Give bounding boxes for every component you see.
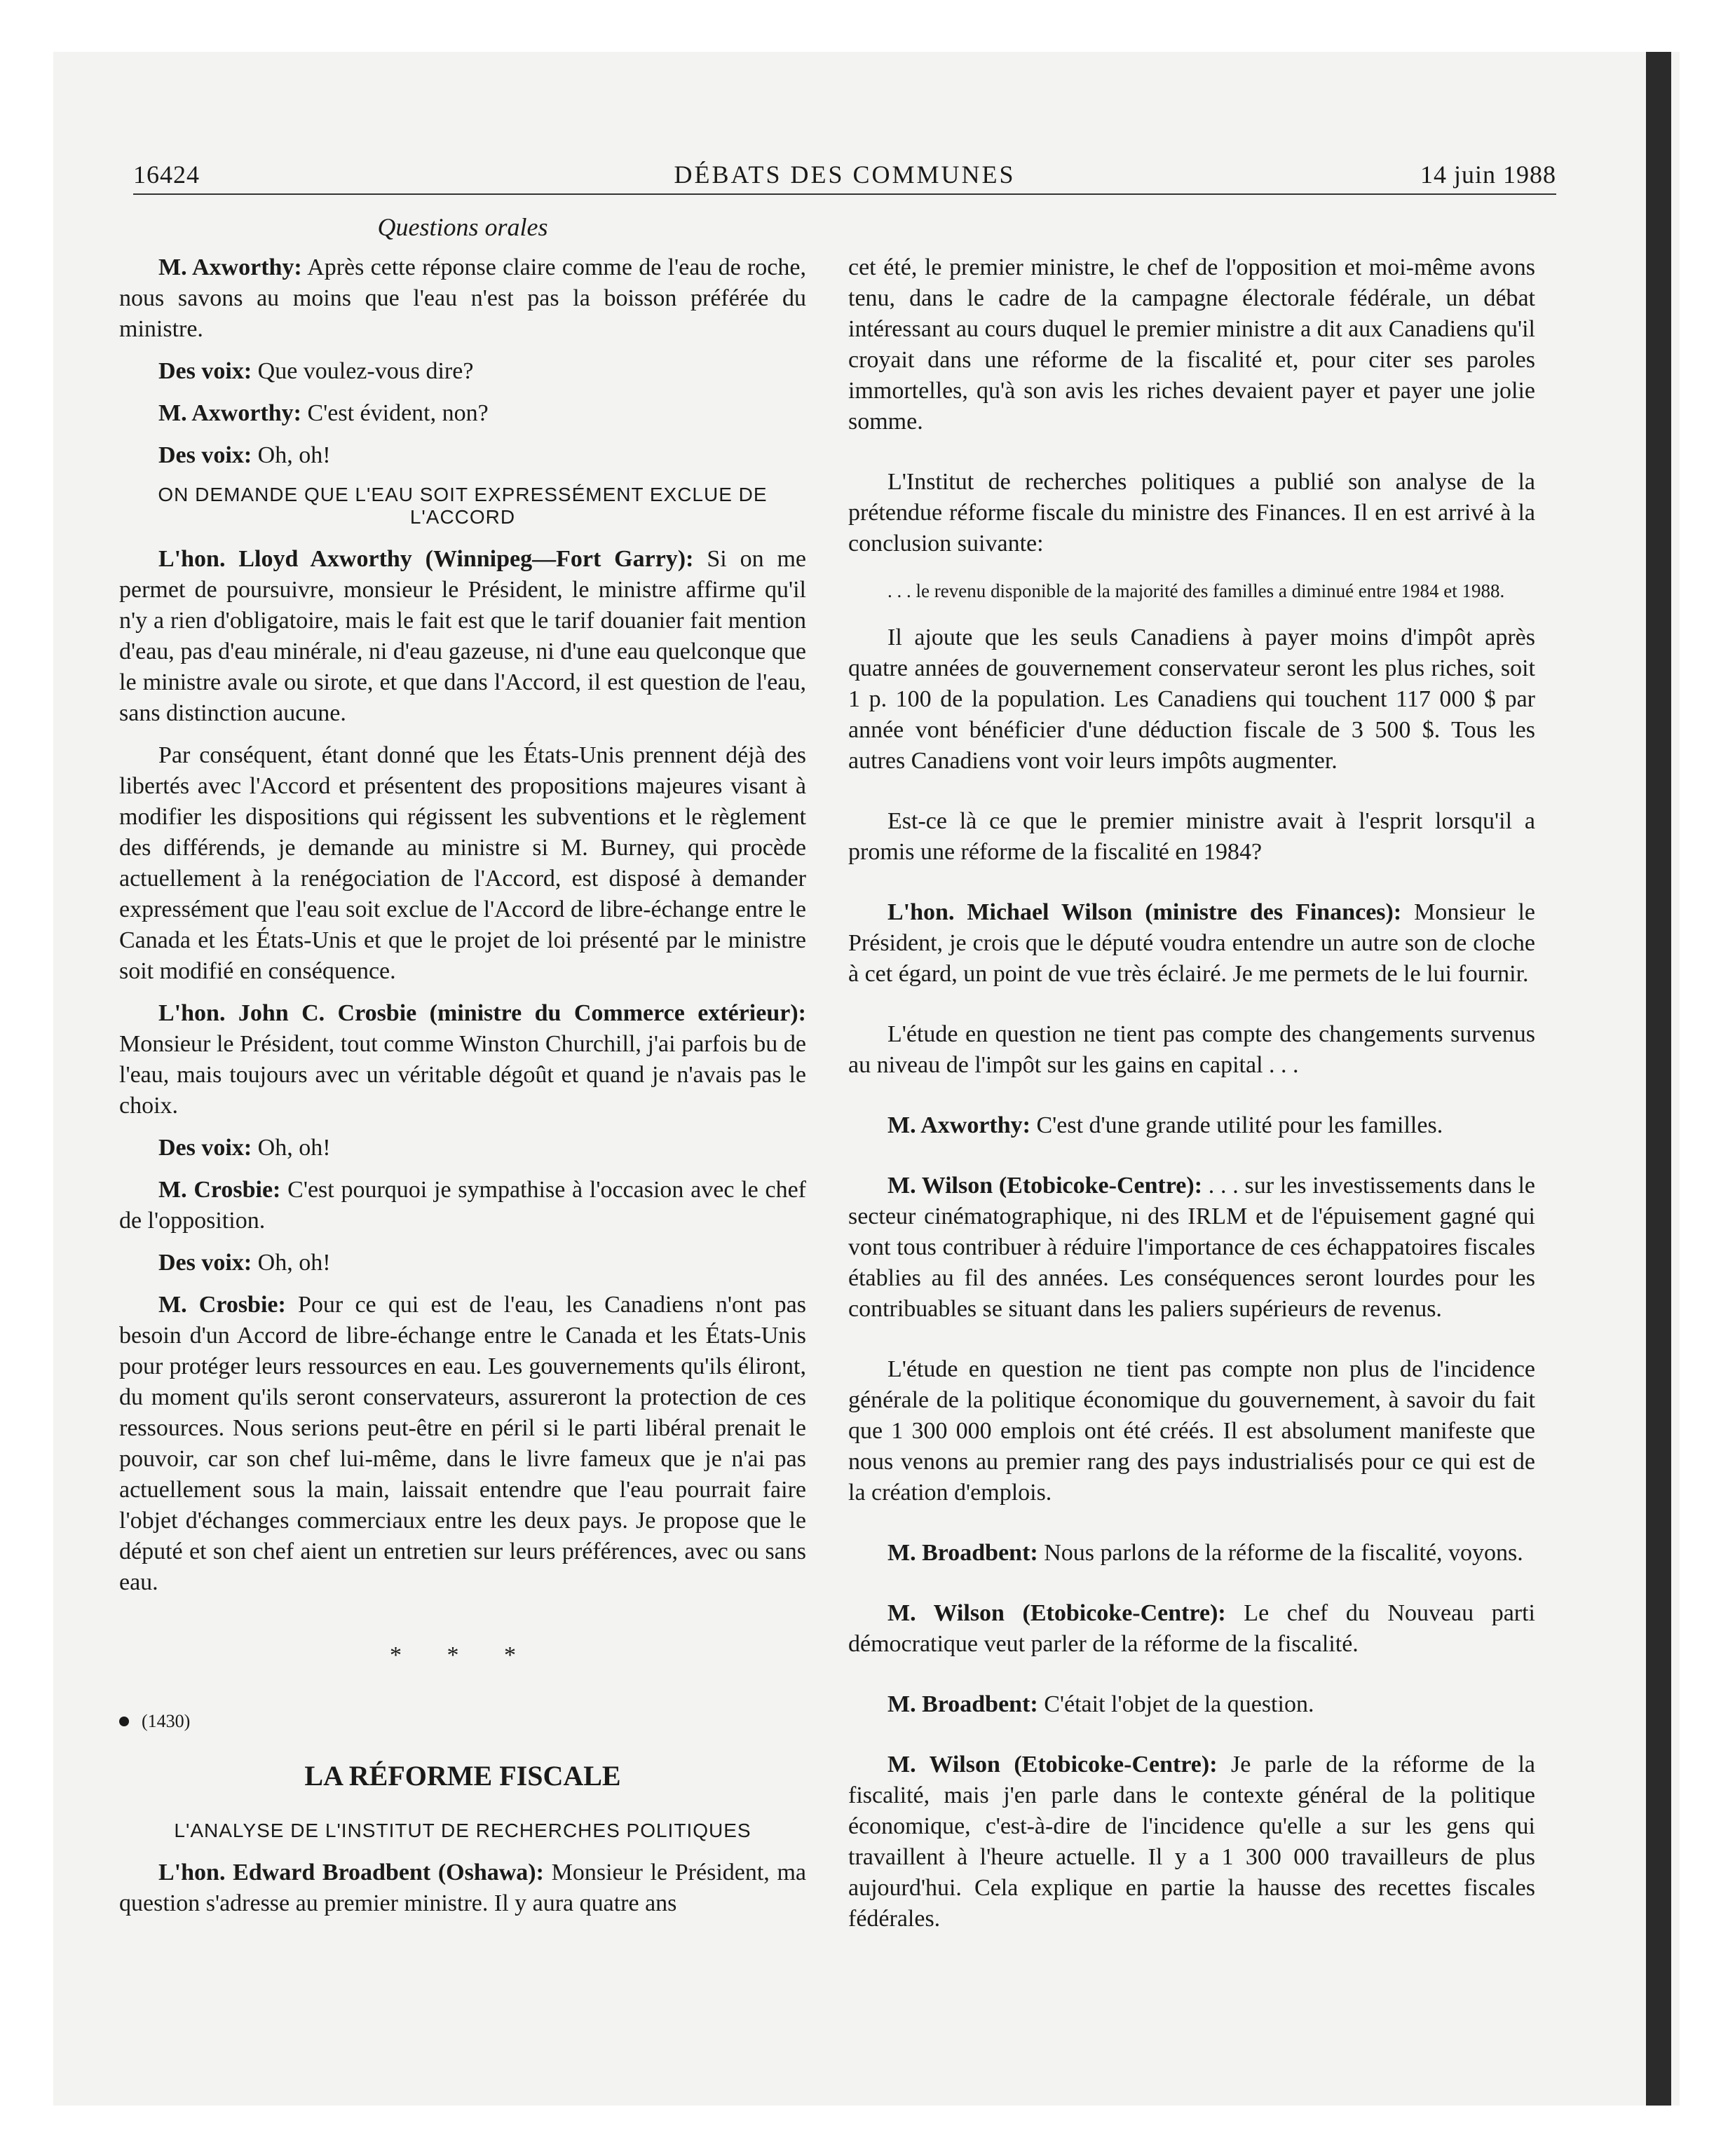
speech-text: Oh, oh! — [252, 1250, 331, 1276]
speech-text: Oh, oh! — [252, 1135, 331, 1161]
speaker-name: Des voix: — [158, 358, 252, 384]
paragraph — [848, 467, 1535, 559]
topic-title: LA RÉFORME FISCALE — [304, 1760, 621, 1792]
speaker-name: Des voix: — [158, 442, 252, 468]
speech-text: Après cette réponse claire comme de l'eau de roche, nous savons au moins que l'eau n'est pas la boisson préférée du ministre. — [119, 254, 806, 342]
paragraph — [119, 1248, 806, 1278]
speaker-name: L'hon. John C. Crosbie (ministre du Commerce extérieur): — [158, 1000, 806, 1026]
speaker-name: M. Wilson (Etobicoke-Centre): — [887, 1173, 1203, 1199]
speaker-name: Des voix: — [158, 1135, 252, 1161]
speech-text: Pour ce qui est de l'eau, les Canadiens n'ont pas besoin d'un Accord de libre-échange entre le Canada et les États-Unis pour protéger leurs ressources en eau. Les gouvernements qu'ils éliront, du moment qu'ils seront conservateurs, assureront la protection de ces ressources. Nous serions peut-être en péril si le parti libéral prenait le pouvoir, car son chef lui-même, dans le livre fameux que je n'ai pas actuellement sous la main, laissait entendre que l'eau pourrait faire l'objet d'échanges commerciaux entre les deux pays. Je propose que le député et son chef aient un entretien sur leurs préférences, avec ou sans eau. — [119, 1292, 807, 1595]
paragraph — [848, 1598, 1535, 1660]
speaker-name: M. Axworthy: — [887, 1112, 1030, 1138]
timestamp-text: (1430) — [142, 1711, 191, 1731]
paragraph — [848, 1354, 1535, 1508]
paragraph — [119, 1857, 806, 1919]
speech-text: Le chef du Nouveau parti démocratique veut parler de la réforme de la fiscalité. — [848, 1600, 1536, 1657]
speech-text: C'est d'une grande utilité pour les familles. — [1030, 1112, 1443, 1138]
binding-edge — [1646, 52, 1671, 2106]
speech-text: C'est pourquoi je sympathise à l'occasion avec le chef de l'opposition. — [119, 1177, 806, 1234]
page-number: 16424 — [133, 161, 200, 189]
publication-title: DÉBATS DES COMMUNES — [674, 161, 1016, 189]
paragraph — [848, 252, 1535, 437]
header-rule — [133, 193, 1556, 195]
speech-text: Oh, oh! — [252, 442, 331, 468]
speech-text: Par conséquent, étant donné que les États-Unis prennent déjà des libertés avec l'Accord et présentent des propositions majeures visant à modifier les dispositions qui régissent les subventions et le règlement des différends, je demande au ministre si M. Burney, qui procède actuellement à la renégociation de l'Accord, est disposé à demander expressément que l'eau soit exclue de l'Accord de libre-échange entre le Canada et les États-Unis et que le projet de loi présenté par le ministre soit modifié en conséquence. — [119, 742, 806, 984]
speaker-name: L'hon. Lloyd Axworthy (Winnipeg—Fort Garry): — [158, 546, 694, 572]
paragraph — [119, 356, 806, 387]
speech-text: cet été, le premier ministre, le chef de l'opposition et moi-même avons tenu, dans le cadre de la campagne électorale fédérale, un débat intéressant au cours duquel le premier ministre a dit aux Canadiens qu'il croyait dans une réforme de la fiscalité et, pour citer ses paroles immortelles, qu'à son avis les riches devaient payer et payer une jolie somme. — [848, 254, 1535, 435]
speech-text: L'étude en question ne tient pas compte non plus de l'incidence générale de la politique économique du gouvernement, à savoir du fait que 1 300 000 emplois ont été créés. Il est absolument manifeste que nous venons au premier rang des pays industrialisés pour ce qui est de la création d'emplois. — [848, 1356, 1535, 1506]
paragraph — [848, 1110, 1535, 1141]
paragraph — [848, 622, 1535, 777]
paragraph — [848, 1019, 1535, 1081]
speaker-name: M. Crosbie: — [158, 1292, 286, 1318]
speaker-name: M. Crosbie: — [158, 1177, 281, 1203]
block-quote: . . . le revenu disponible de la majorité des familles a diminué entre 1984 et 1988. — [887, 580, 1505, 601]
speaker-name: M. Broadbent: — [887, 1540, 1038, 1566]
paragraph — [119, 252, 806, 345]
speech-text: Nous parlons de la réforme de la fiscalité, voyons. — [1037, 1540, 1523, 1566]
speech-text: L'étude en question ne tient pas compte des changements survenus au niveau de l'impôt sur les gains en capital . . . — [848, 1021, 1535, 1078]
speech-text: Je parle de la réforme de la fiscalité, mais j'en parle dans le contexte général de la politique économique, c'est-à-dire de l'incidence qu'elle a sur les gens qui travaillent à l'heure actuelle. Il y a 1 300 000 travailleurs de plus aujourd'hui. Cela explique en partie la hausse des recettes fiscales fédérales. — [848, 1752, 1535, 1932]
paragraph — [119, 1133, 806, 1164]
page-header — [133, 160, 1556, 195]
speech-text: C'est évident, non? — [301, 400, 489, 426]
speech-text: Monsieur le Président, je crois que le député voudra entendre un autre son de cloche à cet égard, un point de vue très éclairé. Je me permets de le lui fournir. — [848, 899, 1535, 987]
paragraph — [119, 544, 806, 729]
speech-text: Monsieur le Président, tout comme Winston Churchill, j'ai parfois bu de l'eau, mais toujours avec un véritable dégoût et quand je n'avais pas le choix. — [119, 1031, 806, 1119]
speaker-name: L'hon. Edward Broadbent (Oshawa): — [158, 1860, 544, 1885]
speaker-name: M. Broadbent: — [887, 1691, 1038, 1717]
paragraph — [119, 398, 806, 429]
speaker-name: M. Wilson (Etobicoke-Centre): — [887, 1600, 1226, 1626]
speech-text: Monsieur le Président, ma question s'adresse au premier ministre. Il y aura quatre ans — [119, 1860, 806, 1916]
subheading: ON DEMANDE QUE L'EAU SOIT EXPRESSÉMENT EXCLUE DE L'ACCORD — [158, 484, 768, 528]
publication-date: 14 juin 1988 — [1420, 161, 1556, 189]
paragraph — [848, 806, 1535, 868]
left-column — [119, 207, 806, 1919]
paragraph — [119, 998, 806, 1121]
subheading: L'ANALYSE DE L'INSTITUT DE RECHERCHES POLITIQUES — [174, 1820, 751, 1841]
speech-text: Il ajoute que les seuls Canadiens à payer moins d'impôt après quatre années de gouvernement conservateur seront les plus riches, soit 1 p. 100 de la population. Les Canadiens qui touchent 117 000 $ par année vont bénéficier d'une déduction fiscale de 3 500 $. Tous les autres Canadiens vont voir leurs impôts augmenter. — [848, 625, 1535, 774]
speaker-name: M. Wilson (Etobicoke-Centre): — [887, 1752, 1218, 1778]
speech-text: L'Institut de recherches politiques a publié son analyse de la prétendue réforme fiscale du ministre des Finances. Il en est arrivé à la conclusion suivante: — [848, 469, 1535, 557]
bullet-icon — [119, 1717, 129, 1726]
paragraph — [848, 1689, 1535, 1720]
speaker-name: M. Axworthy: — [158, 400, 301, 426]
speaker-name: Des voix: — [158, 1250, 252, 1276]
speaker-name: L'hon. Michael Wilson (ministre des Finances): — [887, 899, 1402, 925]
speaker-name: M. Axworthy: — [158, 254, 302, 280]
paragraph — [119, 440, 806, 471]
speech-text: Que voulez-vous dire? — [252, 358, 474, 384]
paragraph — [119, 740, 806, 987]
paragraph — [119, 1290, 806, 1598]
speech-text: Est-ce là ce que le premier ministre avait à l'esprit lorsqu'il a promis une réforme de la fiscalité en 1984? — [848, 808, 1535, 865]
paragraph — [848, 897, 1535, 990]
paragraph — [119, 1175, 806, 1236]
paragraph — [848, 1749, 1535, 1935]
right-column — [848, 207, 1535, 1935]
speech-text: . . . sur les investissements dans le secteur cinématographique, ni des IRLM et de l'épuisement gagné qui vont tous contribuer à réduire l'importance de ces échappatoires fiscales établies au fil des années. Les conséquences seront lourdes pour les contribuables se situant dans les paliers supérieurs de revenus. — [848, 1173, 1535, 1322]
paragraph — [848, 1171, 1535, 1325]
speech-text: C'était l'objet de la question. — [1037, 1691, 1314, 1717]
timestamp — [119, 1706, 806, 1737]
paragraph — [848, 1538, 1535, 1569]
speech-text: Si on me permet de poursuivre, monsieur le Président, le ministre affirme qu'il n'y a rien d'obligatoire, mais le fait est que le tarif douanier fait mention d'eau, pas d'eau minérale, ni d'eau gazeuse, ni d'une eau quelconque que le ministre avale ou sirote, et que dans l'Accord, il est question de l'eau, sans distinction aucune. — [119, 546, 806, 726]
section-separator: * * * — [390, 1642, 536, 1668]
section-title: Questions orales — [377, 213, 548, 241]
